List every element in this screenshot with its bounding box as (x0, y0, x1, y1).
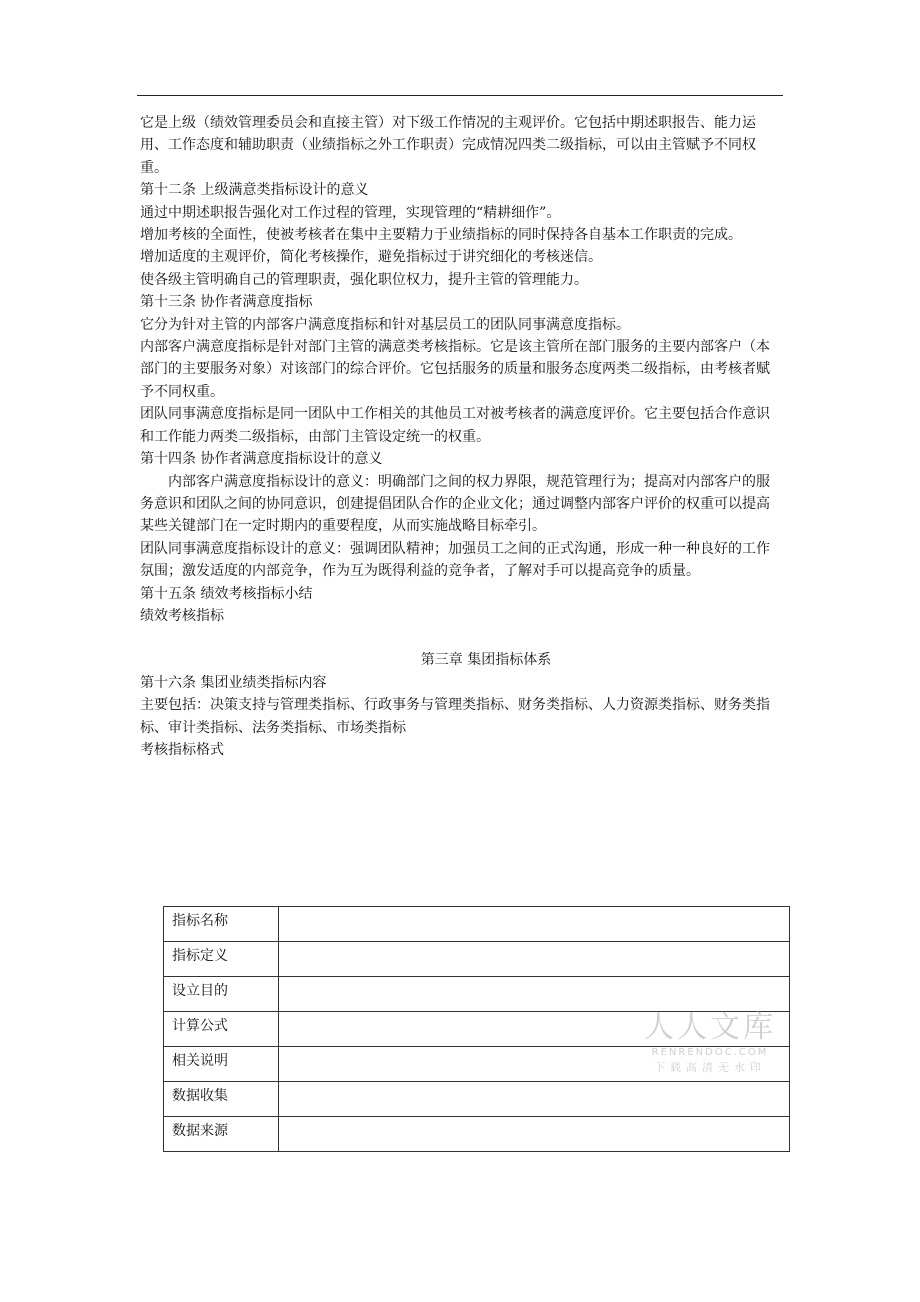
paragraph: 它是上级（绩效管理委员会和直接主管）对下级工作情况的主观评价。它包括中期述职报告、能力运用、工作态度和辅助职责（业绩指标之外工作职责）完成情况四类二级指标，可以由主管赋予不同权重。 (140, 115, 756, 176)
paragraph: 内部客户满意度指标是针对部门主管的满意类考核指标。它是该主管所在部门服务的主要内部客户（本部门的主要服务对象）对该部门的综合评价。它包括服务的质量和服务态度两类二级指标，由考核者赋予不同权重。 (140, 339, 770, 400)
indicator-format-table (163, 906, 790, 1152)
table-cell (279, 1082, 790, 1117)
article-heading-14: 第十四条 协作者满意度指标设计的意义 (140, 451, 383, 468)
table-row (164, 942, 790, 977)
table-row-label: 数据来源 (164, 1117, 279, 1152)
paragraph: 增加适度的主观评价，简化考核操作，避免指标过于讲究细化的考核迷信。 (140, 249, 602, 266)
table-cell (279, 977, 790, 1012)
table-cell (279, 1117, 790, 1152)
table-row (164, 1047, 790, 1082)
watermark-logo-text: 人人文库 (644, 1010, 776, 1045)
table-row-label: 指标名称 (164, 907, 279, 942)
article-heading-16: 第十六条 集团业绩类指标内容 (140, 674, 327, 691)
paragraph: 绩效考核指标 (140, 607, 224, 624)
watermark-tagline: 下载高清无水印 (654, 1061, 766, 1074)
table-caption: 考核指标格式 (140, 741, 224, 758)
paragraph: 内部客户满意度指标设计的意义：明确部门之间的权力界限，规范管理行为；提高对内部客户的服务意识和团队之间的协同意识，创建提倡团队合作的企业文化；通过调整内部客户评价的权重可以提高某些关键部门在一定时期内的重要程度，从而实施战略目标牵引。 (140, 473, 770, 535)
article-heading-15: 第十五条 绩效考核指标小结 (140, 585, 313, 602)
table-row (164, 1117, 790, 1152)
paragraph: 通过中期述职报告强化对工作过程的管理，实现管理的“精耕细作”。 (140, 204, 561, 221)
table-row (164, 1012, 790, 1047)
article-heading-12: 第十二条 上级满意类指标设计的意义 (140, 182, 369, 199)
article-heading-13: 第十三条 协作者满意度指标 (140, 294, 313, 311)
table-row (164, 907, 790, 942)
chapter-title: 第三章 集团指标体系 (420, 652, 552, 669)
table-row (164, 1082, 790, 1117)
paragraph: 团队同事满意度指标设计的意义：强调团队精神；加强员工之间的正式沟通，形成一种一种良好的工作氛围；激发适度的内部竞争，作为互为既得利益的竞争者，了解对手可以提高竞争的质量。 (140, 540, 770, 580)
paragraph: 主要包括：决策支持与管理类指标、行政事务与管理类指标、财务类指标、人力资源类指标、财务类指标、审计类指标、法务类指标、市场类指标 (140, 697, 770, 736)
table-row-label: 指标定义 (164, 942, 279, 977)
table-cell (279, 1012, 790, 1047)
table-row-label: 设立目的 (164, 977, 279, 1012)
document-body (140, 112, 780, 761)
header-rule (137, 95, 783, 96)
table-row-label: 相关说明 (164, 1047, 279, 1082)
paragraph: 增加考核的全面性，使被考核者在集中主要精力于业绩指标的同时保持各自基本工作职责的完成。 (140, 227, 742, 244)
table-cell (279, 1047, 790, 1082)
table-row-label: 计算公式 (164, 1012, 279, 1047)
table-cell (279, 907, 790, 942)
paragraph: 它分为针对主管的内部客户满意度指标和针对基层员工的团队同事满意度指标。 (140, 316, 630, 333)
paragraph: 使各级主管明确自己的管理职责，强化职位权力，提升主管的管理能力。 (140, 271, 588, 288)
table-cell (279, 942, 790, 977)
table-row (164, 977, 790, 1012)
table-row-label: 数据收集 (164, 1082, 279, 1117)
watermark-domain: RENRENDOC.COM (651, 1047, 769, 1058)
paragraph: 团队同事满意度指标是同一团队中工作相关的其他员工对被考核者的满意度评价。它主要包括合作意识和工作能力两类二级指标，由部门主管设定统一的权重。 (140, 406, 770, 445)
